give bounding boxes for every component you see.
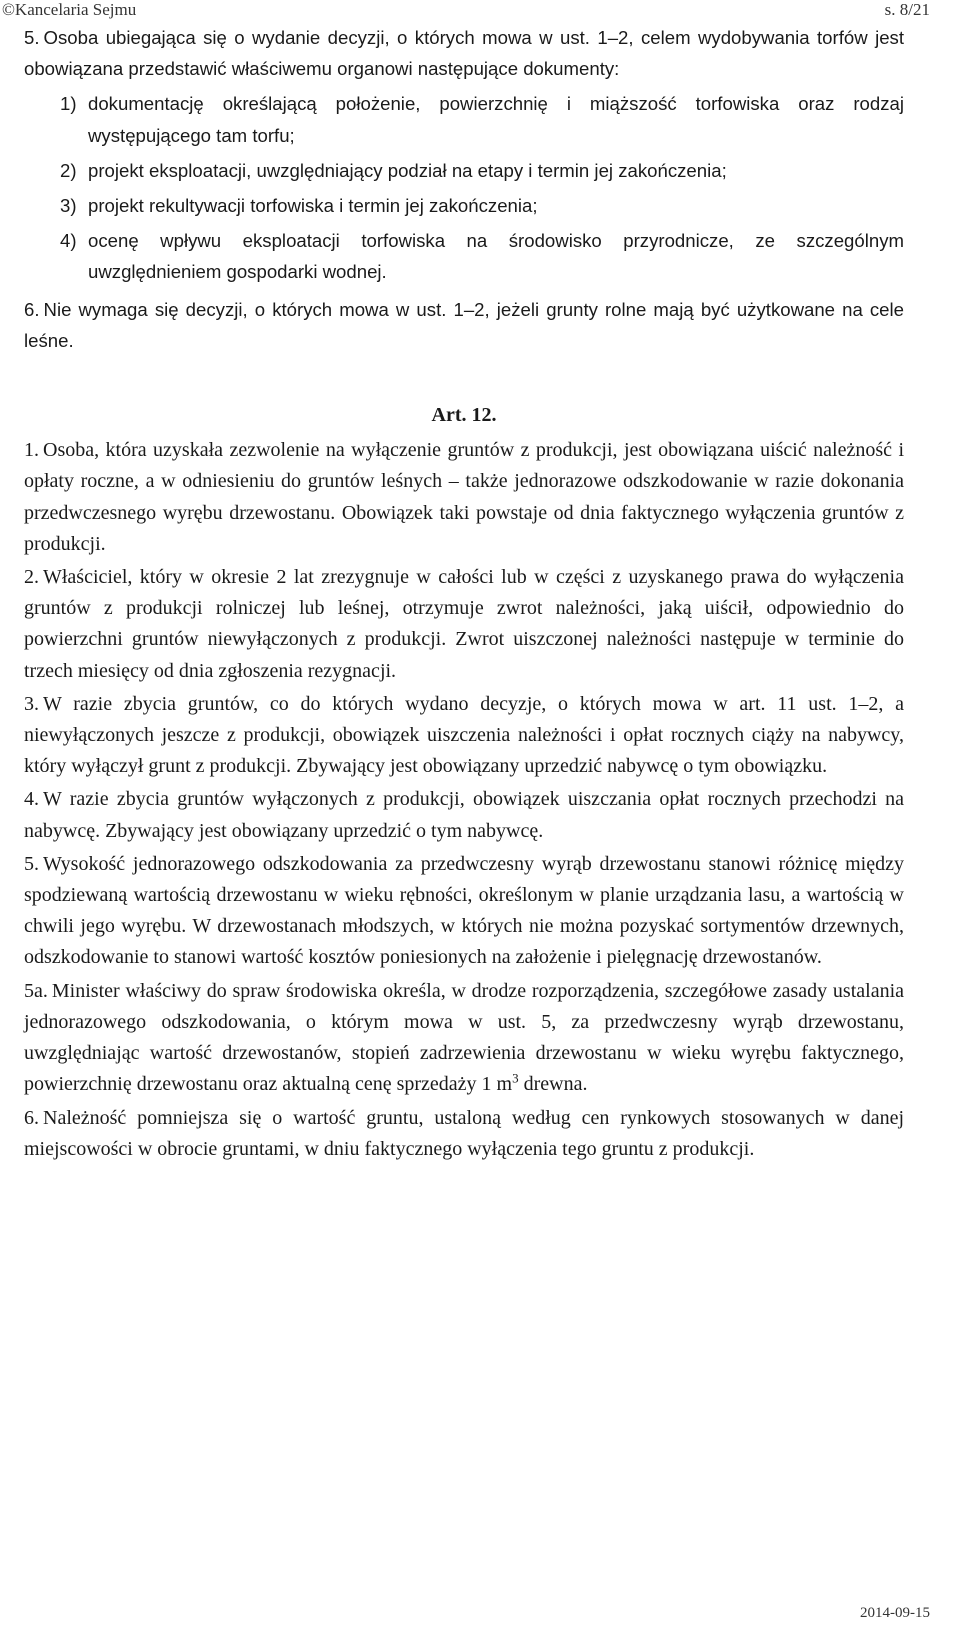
superscript-exponent: 3 — [512, 1070, 519, 1086]
list-item-text: projekt eksploatacji, uwzględniający podział na etapy i termin jej zakończenia; — [88, 159, 727, 181]
list-item-number: 3) — [60, 195, 77, 217]
paragraph-text: W razie zbycia gruntów, co do których wydano decyzje, o których mowa w art. 11 ust. 1–2, a niewyłączonych jeszcze z produkcji, obowiązek uiszczenia należności i opłat rocznych ciąży na nabywcy, który wyłączył grunt z produkcji. Zbywający jest obowiązany uprzedzić nabywcę o tym obowiązku. — [24, 692, 904, 778]
paragraph-text: Osoba, która uzyskała zezwolenie na wyłączenie gruntów z produkcji, jest obowiązana uiścić należność i opłaty roczne, a w odniesieniu do gruntów leśnych – także jednorazowe odszkodowanie w razie dokonania przedwczesnego wyrębu drzewostanu. Obowiązek taki powstaje od dnia faktycznego wyłączenia gruntów z produkcji. — [24, 439, 904, 555]
section-6-number: 6. — [24, 298, 40, 320]
paragraph-text: Wysokość jednorazowego odszkodowania za przedwczesny wyrąb drzewostanu stanowi różnicę między spodziewaną wartością drzewostanu w wieku rębności, określonym w planie urządzania lasu, a wartością w chwili jego wyrębu. W drzewostanach młodszych, w których nie można pozyskać sortymentów drzewnych, odszkodowanie to stanowi wartość kosztów poniesionych na założenie i pielęgnację drzewostanów. — [24, 852, 904, 969]
list-item — [60, 190, 904, 221]
article-paragraph-6 — [24, 1103, 904, 1165]
list-item-text: dokumentację określającą położenie, powierzchnię i miąższość torfowiska oraz rodzaj występującego tam torfu; — [88, 93, 904, 146]
article-paragraph — [24, 689, 904, 783]
header-page-number: s. 8/21 — [884, 0, 930, 19]
section-6-text: Nie wymaga się decyzji, o których mowa w ust. 1–2, jeżeli grunty rolne mają być użytkowane na cele leśne. — [24, 298, 904, 351]
paragraph-number: 2. — [24, 566, 39, 589]
article-paragraph — [24, 562, 904, 687]
section-5-text: Osoba ubiegająca się o wydanie decyzji, o których mowa w ust. 1–2, celem wydobywania torfów jest obowiązana przedstawić właściwemu organowi następujące dokumenty: — [24, 27, 904, 80]
footer-date: 2014-09-15 — [860, 1605, 930, 1621]
header-copyright: ©Kancelaria Sejmu — [2, 0, 137, 19]
list-item — [60, 88, 904, 150]
article-paragraph — [24, 784, 904, 846]
document-body — [24, 22, 904, 1165]
list-item-number: 4) — [60, 230, 77, 252]
paragraph-number: 5a. — [24, 979, 48, 1002]
list-item — [60, 155, 904, 186]
paragraph-text: Minister właściwy do spraw środowiska określa, w drodze rozporządzenia, szczegółowe zasady ustalania jednorazowego odszkodowania, o którym mowa w ust. 5, za przedwczesny wyrąb drzewostanu, uwzględniając wartość drzewostanów, stopień zadrzewienia drzewostanu w wieku wyrębu faktycznego, powierzchnię drzewostanu oraz aktualną cenę sprzedaży 1 m — [24, 979, 904, 1096]
list-item-number: 2) — [60, 159, 77, 181]
article-title: Art. 12. — [431, 404, 497, 427]
paragraph-number: 6. — [24, 1106, 39, 1129]
list-item-number: 1) — [60, 93, 77, 115]
article-paragraph — [24, 435, 904, 560]
section-5-number: 5. — [24, 27, 40, 48]
article-paragraph-5a — [24, 976, 904, 1101]
paragraph-text-tail: drewna. — [518, 1073, 588, 1096]
section-5-paragraph — [24, 22, 904, 84]
paragraph-number: 1. — [24, 439, 39, 462]
paragraph-text: W razie zbycia gruntów wyłączonych z produkcji, obowiązek uiszczania opłat rocznych przechodzi na nabywcę. Zbywający jest obowiązany uprzedzić o tym nabywcę. — [24, 788, 904, 842]
paragraph-text: Należność pomniejsza się o wartość gruntu, ustaloną według cen rynkowych stosowanych w danej miejscowości w obrocie gruntami, w dniu faktycznego wyłączenia tego gruntu z produkcji. — [24, 1106, 904, 1160]
paragraph-number: 3. — [24, 692, 39, 715]
paragraph-text: Właściciel, który w okresie 2 lat zrezygnuje w całości lub w części z uzyskanego prawa do wyłączenia gruntów z produkcji rolniczej lub leśnej, otrzymuje zwrot należności, jaką uiścił, odpowiednio do powierzchni gruntów niewyłączonych z produkcji. Zwrot uiszczonej należności następuje w terminie do trzech miesięcy od dnia zgłoszenia rezygnacji. — [24, 566, 904, 682]
list-item-text: projekt rekultywacji torfowiska i termin jej zakończenia; — [88, 195, 538, 217]
paragraph-number: 4. — [24, 788, 39, 811]
article-paragraph — [24, 849, 904, 974]
section-5-list — [60, 88, 904, 287]
paragraph-number: 5. — [24, 852, 39, 875]
list-item — [60, 225, 904, 287]
list-item-text: ocenę wpływu eksploatacji torfowiska na środowisko przyrodnicze, ze szczególnym uwzględnieniem gospodarki wodnej. — [88, 230, 904, 283]
section-6-paragraph — [24, 294, 904, 356]
